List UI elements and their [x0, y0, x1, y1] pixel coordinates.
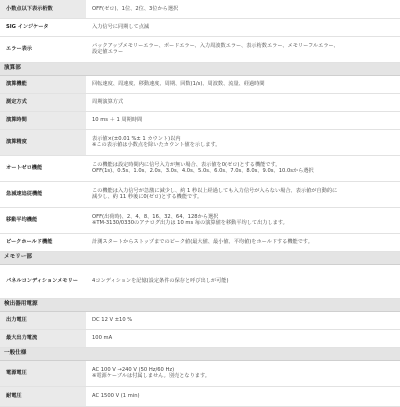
spec-label: SIG インジケータ — [0, 18, 86, 36]
spec-label: 小数点以下表示桁数 — [0, 0, 86, 18]
spec-value-line: 4コンディションを記憶(設定条件の保存と呼び出しが可能) — [92, 277, 229, 284]
spec-row — [0, 18, 400, 36]
spec-value-line: 入力信号に同期して点滅 — [92, 23, 150, 30]
spec-label: 出力電圧 — [0, 311, 86, 329]
spec-row — [0, 329, 400, 347]
spec-value — [86, 93, 400, 111]
spec-value-line: この機能は入力信号が急激に減少し、約 1 秒以上経過しても入力信号が入らない場合、表示値が自動的に — [92, 187, 338, 194]
spec-value-line: 10 ms ＋ 1 周期時間 — [92, 116, 143, 123]
spec-value-line: DC 12 V ±10 % — [92, 316, 133, 323]
spec-value — [86, 329, 400, 347]
spec-value — [86, 207, 400, 233]
section-title: 演算部 — [0, 62, 400, 75]
spec-value — [86, 233, 400, 251]
spec-value-line: この機能は設定時間内に信号入力が無い場合、表示値を0(ゼロ)とする機能です。 — [92, 161, 281, 168]
spec-value-line: OFF(ゼロ)、1位、2位、3位から選択 — [92, 5, 179, 12]
spec-value — [86, 386, 400, 406]
spec-value-line: 計測スタートからストップまでのピーク値(最大値、最小値、平均値)をホールドする機能です。 — [92, 238, 313, 245]
spec-value — [86, 36, 400, 62]
spec-row — [0, 181, 400, 207]
spec-value — [86, 181, 400, 207]
spec-value — [86, 18, 400, 36]
spec-value — [86, 155, 400, 181]
spec-row — [0, 75, 400, 93]
spec-row — [0, 155, 400, 181]
spec-value-line: 減少し、約 11 秒後に0(ゼロ)とする機能です。 — [92, 194, 203, 200]
spec-value-line: ※この表示値は小数点を除いたカウント値を示します。 — [92, 142, 221, 148]
spec-label: 測定方式 — [0, 93, 86, 111]
spec-value-line: 回転速度、周速度、移動速度、周期、回数(1/s)、周波数、流量、経過時間 — [92, 80, 265, 87]
spec-row — [0, 0, 400, 18]
spec-label: エラー表示 — [0, 36, 86, 62]
spec-label: 演算時間 — [0, 111, 86, 129]
section-header — [0, 251, 400, 264]
section-title: 一般仕様 — [0, 347, 400, 360]
spec-label: 演算機能 — [0, 75, 86, 93]
spec-row — [0, 36, 400, 62]
spec-value-line: バックアップメモリーエラー、ボードエラー、入力周波数エラー、表示桁数エラー、メモリーフルエラー、 — [92, 42, 339, 49]
spec-value — [86, 0, 400, 18]
spec-row — [0, 93, 400, 111]
spec-label: ピークホールド機能 — [0, 233, 86, 251]
spec-row — [0, 207, 400, 233]
spec-value-line: ※TM-3130/0330のアナログ出力は 10 ms 毎の演算値を移動平均して出力します。 — [92, 220, 288, 226]
spec-label: 電源電圧 — [0, 360, 86, 386]
section-header — [0, 347, 400, 360]
spec-row — [0, 233, 400, 251]
section-header — [0, 298, 400, 311]
section-title: 検出器用電源 — [0, 298, 400, 311]
spec-value — [86, 360, 400, 386]
spec-value-line: AC 1500 V (1 min) — [92, 392, 140, 399]
spec-value — [86, 311, 400, 329]
spec-value-line: ※電源ケーブルは付属しません。別売となります。 — [92, 373, 210, 379]
spec-value — [86, 111, 400, 129]
spec-value-line: 周期演算方式 — [92, 98, 124, 105]
spec-row — [0, 111, 400, 129]
section-title: メモリー部 — [0, 251, 400, 264]
spec-value-line: 表示値×(±0.01 %± 1 カウント)以内 — [92, 135, 181, 142]
spec-value — [86, 75, 400, 93]
spec-value-line: AC 100 V →240 V (50 Hz/60 Hz) — [92, 366, 175, 373]
spec-value-line: 100 mA — [92, 334, 113, 341]
spec-value — [86, 264, 400, 298]
spec-row — [0, 129, 400, 155]
spec-label: パネルコンディションメモリー — [0, 264, 86, 298]
spec-value-line: 設定値エラー — [92, 49, 124, 55]
spec-label: 移動平均機能 — [0, 207, 86, 233]
spec-row — [0, 264, 400, 298]
spec-row — [0, 311, 400, 329]
spec-label: 耐電圧 — [0, 386, 86, 406]
spec-label: 最大出力電流 — [0, 329, 86, 347]
spec-row — [0, 360, 400, 386]
spec-label: 急減速追従機能 — [0, 181, 86, 207]
section-header — [0, 62, 400, 75]
spec-label: 演算精度 — [0, 129, 86, 155]
spec-row — [0, 386, 400, 406]
spec-label: オートゼロ機能 — [0, 155, 86, 181]
spec-value-line: OFF(1s)、0.5s、1.0s、2.0s、3.0s、4.0s、5.0s、6.0s、7.0s、8.0s、9.0s、10.0sから選択 — [92, 168, 314, 174]
spec-value — [86, 129, 400, 155]
spec-value-line: OFF(出荷時)、2、4、8、16、32、64、128から選択 — [92, 213, 219, 220]
